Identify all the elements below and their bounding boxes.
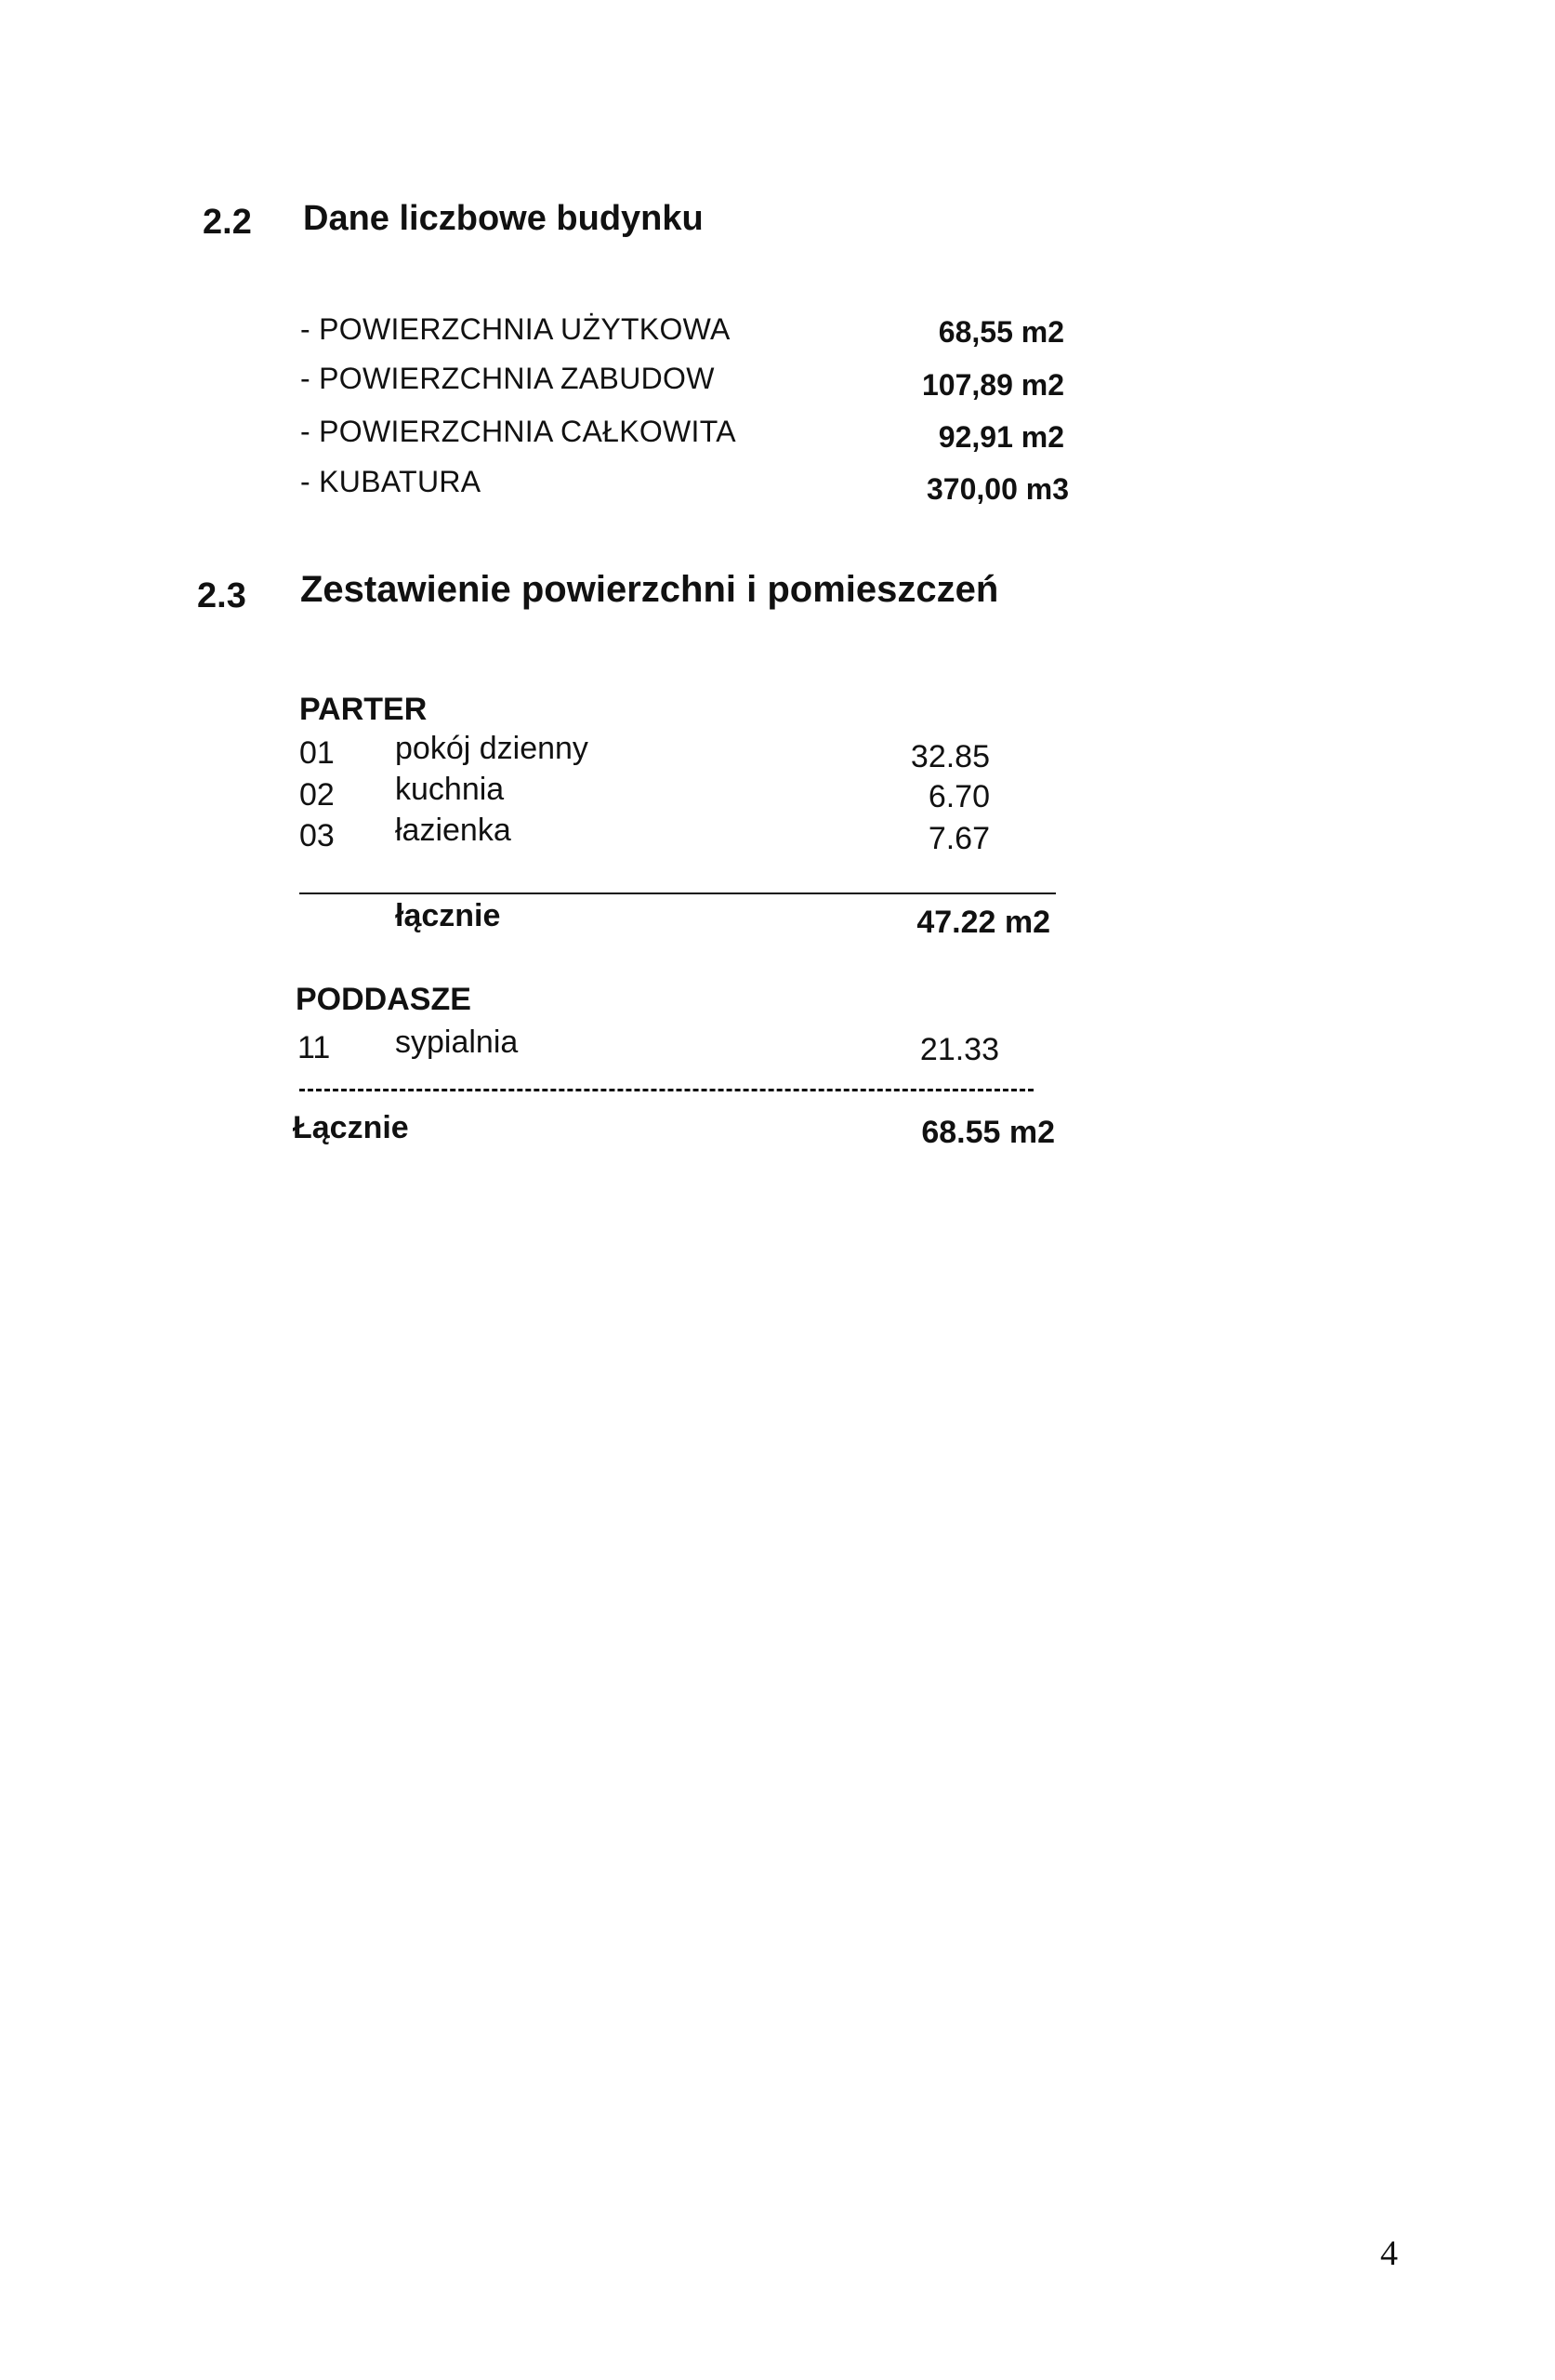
building-data-value: 68,55 m2 [938,315,1064,349]
building-data-label: - POWIERZCHNIA CAŁKOWITA [300,415,736,448]
room-area: 6.70 [928,779,990,814]
room-name: pokój dzienny [395,731,588,766]
room-area: 32.85 [910,739,990,774]
section-2-3-number: 2.3 [197,576,246,615]
subtotal-value: 47.22 m2 [916,905,1050,940]
total-label: Łącznie [293,1110,409,1145]
room-number: 03 [299,818,335,853]
page-number: 4 [1380,2234,1398,2273]
room-number: 01 [299,735,335,771]
room-area: 7.67 [928,821,990,856]
floor-label-poddasze: PODDASZE [296,982,471,1017]
building-data-label: - POWIERZCHNIA UŻYTKOWA [300,312,731,346]
room-area: 21.33 [919,1032,999,1067]
room-name: sypialnia [395,1025,519,1060]
building-data-value: 107,89 m2 [921,368,1064,402]
total-value: 68.55 m2 [921,1115,1055,1150]
building-data-label: - KUBATURA [300,465,481,498]
section-2-3-title: Zestawienie powierzchni i pomieszczeń [300,569,999,610]
total-divider [299,1089,1034,1091]
building-data-value: 92,91 m2 [938,420,1064,454]
building-data-label: - POWIERZCHNIA ZABUDOW [300,362,715,395]
section-2-2-number: 2.2 [203,203,252,242]
floor-label-parter: PARTER [299,692,428,727]
room-name: łazienka [395,813,511,848]
subtotal-divider [299,892,1056,894]
room-number: 11 [297,1030,331,1065]
section-2-2-title: Dane liczbowe budynku [303,199,704,238]
subtotal-label: łącznie [395,898,501,933]
room-number: 02 [299,777,335,813]
room-name: kuchnia [395,772,505,807]
building-data-value: 370,00 m3 [926,472,1069,506]
